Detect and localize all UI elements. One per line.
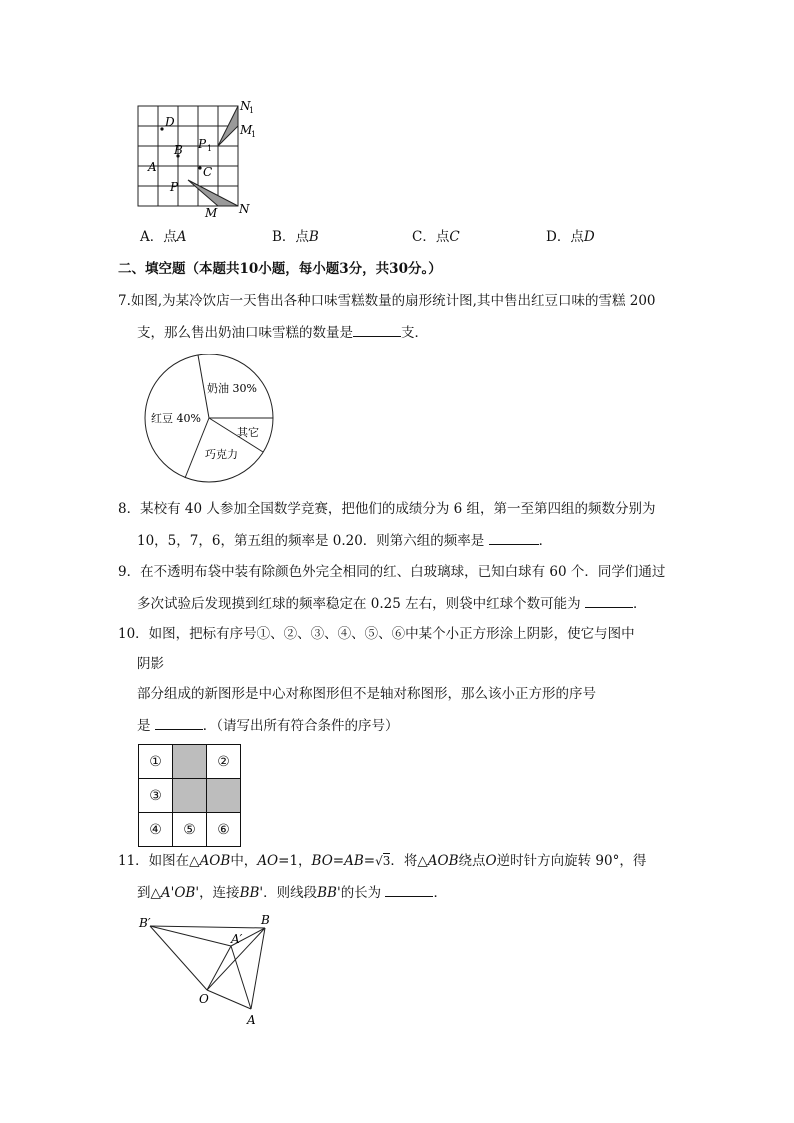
square-3: ③ [139,779,173,813]
slice-redbean: 红豆 40% [151,412,201,425]
square-6: ⑥ [207,813,241,847]
label-A-prime: A′ [231,932,243,946]
option-b: B．点B [272,229,319,245]
q10-line3: 部分组成的新图形是中心对称图形但不是轴对称图形，那么该小正方形的序号 [137,686,596,702]
label-M1: M [240,123,253,137]
slice-cream: 奶油 30% [207,382,257,395]
label-B: B [261,913,270,927]
rotation-figure-q11 [135,912,285,1028]
label-D: D [165,115,175,129]
svg-text:1: 1 [251,130,257,139]
label-P1: P [198,137,207,151]
label-A: A [148,160,157,174]
svg-text:1: 1 [207,144,213,153]
q10-line2: 阴影 [137,656,164,672]
q11-line1: 11．如图在△AOB中，AO=1，BO=AB=√3．将△AOB绕点O逆时针方向旋转 90°，得 [118,853,647,869]
option-c: C．点C [412,229,460,245]
square-1: ① [139,745,173,779]
square-5: ⑤ [173,813,207,847]
grid-q10 [138,744,241,847]
q7-line2: 支，那么售出奶油口味雪糕的数量是 支． [137,322,428,343]
square-4: ④ [139,813,173,847]
label-B-prime: B′ [139,916,151,930]
label-A: A [247,1013,256,1027]
q8-line2: 10，5，7，6，第五组的频率是 0.20．则第六组的频率是 ． [137,530,552,551]
q8-line1: 8．某校有 40 人参加全国数学竞赛，把他们的成绩分为 6 组，第一至第四组的频数分别为 [118,501,656,517]
shaded-square [207,779,241,813]
label-O: O [199,992,209,1006]
q7-line1: 7.如图,为某冷饮店一天售出各种口味雪糕数量的扇形统计图,其中售出红豆口味的雪糕 200 [118,293,656,309]
q10-line1: 10．如图，把标有序号①、②、③、④、⑤、⑥中某个小正方形涂上阴影，使它与图中 [118,626,635,642]
shaded-square [173,745,207,779]
section-heading: 二、填空题（本题共10小题，每小题3分，共30分。） [118,261,442,277]
label-B: B [174,143,183,157]
grid-figure-q6 [130,96,270,224]
option-a: A．点A [140,229,187,245]
option-d: D．点D [546,229,595,245]
q9-line1: 9．在不透明布袋中装有除颜色外完全相同的红、白玻璃球，已知白球有 60 个．同学们通过 [118,564,666,580]
triangle-p-m-n [188,180,238,206]
slice-choc: 巧克力 [205,448,238,461]
label-P: P [170,180,179,194]
label-N: N [239,202,250,216]
svg-text:1: 1 [249,106,255,115]
label-N1: N [240,99,251,113]
pie-chart [143,354,279,486]
label-C: C [203,165,213,179]
label-M: M [205,206,218,220]
slice-other: 其它 [237,426,259,439]
shaded-square [173,779,207,813]
q9-line2: 多次试验后发现摸到红球的频率稳定在 0.25 左右，则袋中红球个数可能为 ． [137,593,646,614]
q11-line2: 到△A'OB'，连接BB'．则线段BB'的长为 ． [137,882,447,903]
q10-line4: 是 ．（请写出所有符合条件的序号） [137,715,399,736]
square-2: ② [207,745,241,779]
